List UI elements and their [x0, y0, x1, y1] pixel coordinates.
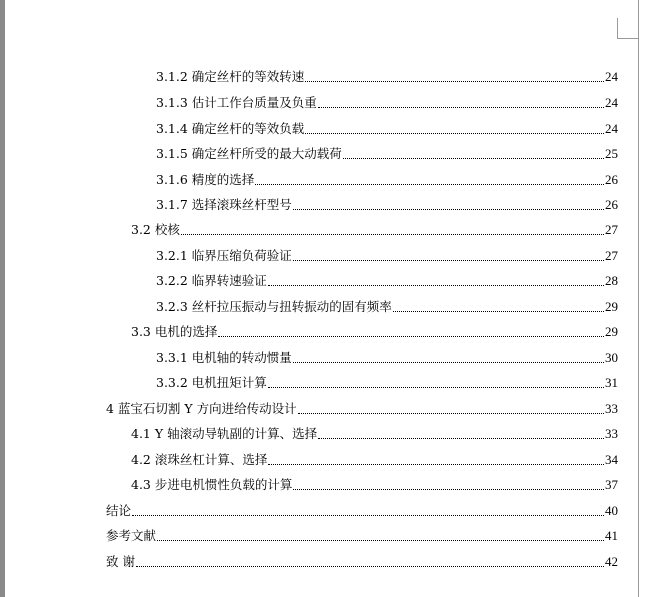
toc-entry-title: 4.2 滚珠丝杠计算、选择	[131, 452, 268, 467]
toc-entry-page: 24	[605, 69, 618, 84]
toc-entry-page: 28	[605, 273, 618, 288]
toc-entry-page: 24	[605, 121, 618, 136]
toc-entry	[156, 196, 618, 214]
toc-entry-title: 3.3 电机的选择	[131, 324, 218, 339]
toc-entry	[156, 171, 618, 189]
toc-entry-page: 40	[605, 503, 618, 518]
toc-entry-page: 27	[605, 248, 618, 263]
toc-entry	[131, 323, 618, 341]
toc-entry-page: 26	[605, 197, 618, 212]
toc-leader-dots	[293, 259, 604, 261]
toc-entry-title: 致 谢	[106, 554, 135, 569]
toc-entry-page: 42	[605, 554, 618, 569]
toc-leader-dots	[343, 157, 604, 159]
toc-entry-page: 31	[605, 375, 618, 390]
toc-entry-page: 41	[605, 528, 618, 543]
toc-entry-title: 3.2.3 丝杆拉压振动与扭转振动的固有频率	[156, 299, 392, 314]
toc-entry-title: 4 蓝宝石切割 Y 方向进给传动设计	[106, 401, 297, 416]
toc-entry	[156, 298, 618, 316]
toc-entry	[106, 527, 618, 545]
toc-leader-dots	[255, 183, 604, 185]
toc-entry	[131, 476, 618, 494]
toc-entry-title: 3.1.3 估计工作台质量及负重	[156, 95, 317, 110]
toc-leader-dots	[305, 80, 604, 82]
toc-entry-page: 33	[605, 401, 618, 416]
toc-leader-dots	[305, 132, 604, 134]
toc-entry-title: 3.1.6 精度的选择	[156, 172, 255, 187]
toc-entry-page: 26	[605, 172, 618, 187]
toc-entry-title: 3.2 校核	[131, 222, 180, 237]
toc-leader-dots	[318, 437, 604, 439]
toc-entry-title: 结论	[106, 503, 132, 518]
toc-entry	[156, 94, 618, 112]
toc-entry-title: 3.2.2 临界转速验证	[156, 273, 267, 288]
toc-entry-title: 3.3.1 电机轴的转动惯量	[156, 350, 292, 365]
toc-entry-page: 34	[605, 452, 618, 467]
toc-entry-page: 27	[605, 222, 618, 237]
toc-entry-page: 29	[605, 324, 618, 339]
toc-entry-title: 3.1.5 确定丝杆所受的最大动载荷	[156, 146, 342, 161]
toc-leader-dots	[298, 412, 604, 414]
toc-entry-page: 37	[605, 477, 618, 492]
toc-entry	[106, 400, 618, 418]
toc-leader-dots	[293, 488, 604, 490]
toc-entry	[131, 425, 618, 443]
toc-entry	[131, 221, 618, 239]
toc-entry-title: 3.1.2 确定丝杆的等效转速	[156, 69, 305, 84]
toc-leader-dots	[268, 463, 604, 465]
toc-leader-dots	[393, 310, 604, 312]
toc-entry-page: 30	[605, 350, 618, 365]
toc-leader-dots	[293, 361, 604, 363]
toc-entry	[156, 247, 618, 265]
toc-entry	[131, 451, 618, 469]
toc-entry	[156, 374, 618, 392]
toc-entry	[156, 68, 618, 86]
toc-entry-page: 25	[605, 146, 618, 161]
toc-leader-dots	[318, 106, 604, 108]
toc-entry-page: 29	[605, 299, 618, 314]
toc-entry-title: 4.1 Y 轴滚动导轨副的计算、选择	[131, 426, 318, 441]
toc-leader-dots	[218, 335, 604, 337]
toc-entry	[156, 120, 618, 138]
toc-entry	[106, 502, 618, 520]
toc-entry	[156, 272, 618, 290]
toc-leader-dots	[132, 514, 604, 516]
toc-entry-title: 3.2.1 临界压缩负荷验证	[156, 248, 292, 263]
toc-entry-title: 3.3.2 电机扭矩计算	[156, 375, 267, 390]
toc-entry-page: 24	[605, 95, 618, 110]
toc-entry-title: 参考文献	[106, 528, 157, 543]
toc-entry-title: 3.1.4 确定丝杆的等效负载	[156, 121, 305, 136]
toc-leader-dots	[136, 565, 604, 567]
toc-leader-dots	[268, 386, 604, 388]
toc-entry-title: 3.1.7 选择滚珠丝杆型号	[156, 197, 292, 212]
toc-leader-dots	[157, 539, 604, 541]
toc-entry	[106, 553, 618, 571]
toc-entry	[156, 349, 618, 367]
toc-leader-dots	[268, 284, 604, 286]
toc-entry-page: 33	[605, 426, 618, 441]
toc-leader-dots	[293, 208, 604, 210]
toc-leader-dots	[181, 233, 604, 235]
toc-entry	[156, 145, 618, 163]
toc-entry-title: 4.3 步进电机惯性负载的计算	[131, 477, 293, 492]
